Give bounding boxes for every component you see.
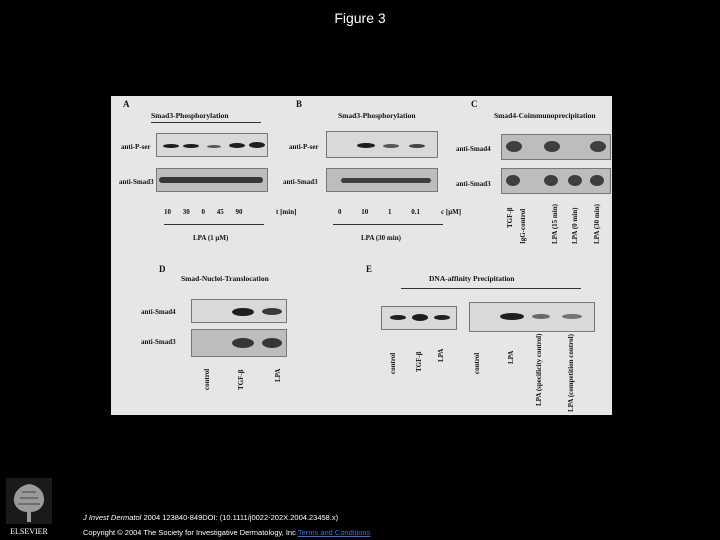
panel-c-row2-label: anti-Smad3 (456, 180, 491, 188)
panel-e-right-lane-1: LPA (507, 350, 515, 364)
panel-a-tick-4: 90 (235, 208, 243, 216)
panel-e-right-lane-3: LPA (competition control) (567, 334, 575, 412)
panel-c-lane-4: LPA (30 min) (593, 204, 601, 244)
panel-e-blot-right (469, 302, 595, 332)
panel-a-tick-0: 10 (164, 208, 171, 216)
panel-a-unit: t [min] (276, 208, 297, 216)
panel-d-blot-smad3 (191, 329, 287, 357)
panel-c-lane-1: IgG-control (519, 208, 527, 244)
panel-a-tick-2: 0 (201, 208, 205, 216)
panel-c-blot-smad4 (501, 134, 611, 160)
figure-image (111, 96, 612, 415)
panel-c-lane-2: LPA (15 min) (551, 204, 559, 244)
panel-d-lane-0: control (203, 368, 211, 390)
panel-b-title: Smad3-Phosphorylation (338, 111, 416, 120)
panel-e-right-lane-0: control (473, 352, 481, 374)
panel-b-blot-smad3 (326, 168, 438, 192)
caption-journal: J Invest Dermatol (83, 513, 142, 522)
panel-e-right-lane-2: LPA (specificity control) (535, 333, 543, 406)
panel-e-left-lane-2: LPA (437, 348, 445, 362)
panel-b-letter: B (296, 99, 303, 109)
panel-c-lane-3: LPA (0 min) (571, 207, 579, 244)
panel-e-left-lane-0: control (389, 352, 397, 374)
panel-e-blot-left (381, 306, 457, 330)
panel-b-tick-3: 0.1 (411, 208, 420, 216)
panel-a-title: Smad3-Phosphorylation (151, 111, 229, 120)
panel-c-lane-0: TGF-β (506, 207, 514, 228)
panel-d-title: Smad-Nuclei-Translocation (181, 274, 269, 283)
caption-citation-text: 2004 123840-849DOI: (10.1111/j0022-202X.2004.23458.x) (141, 513, 339, 522)
panel-a-tick-3: 45 (216, 208, 224, 216)
panel-c-blot-smad3 (501, 168, 611, 194)
panel-a-blot-smad3 (156, 168, 268, 192)
panel-a-row1-label: anti-P-ser (121, 143, 151, 151)
caption-citation (83, 513, 338, 522)
panel-b-row1-label: anti-P-ser (289, 143, 319, 151)
panel-c-row1-label: anti-Smad4 (456, 145, 491, 153)
panel-a-treatment: LPA (1 μM) (193, 234, 229, 242)
panel-d-row1-label: anti-Smad4 (141, 308, 176, 316)
figure-title: Figure 3 (334, 10, 386, 26)
panel-a-blot-pser (156, 133, 268, 157)
panel-b-row2-label: anti-Smad3 (283, 178, 318, 186)
panel-b-tick-1: 10 (361, 208, 369, 216)
panel-e-left-lane-1: TGF-β (415, 351, 423, 372)
panel-d-blot-smad4 (191, 299, 287, 323)
panel-a-tick-1: 30 (182, 208, 190, 216)
terms-link[interactable]: Terms and Conditions (297, 528, 371, 537)
panel-a-letter: A (123, 99, 130, 109)
elsevier-logo (6, 478, 52, 536)
panel-d-letter: D (159, 264, 166, 274)
elsevier-logo-text: ELSEVIER (10, 527, 48, 536)
caption-copyright (83, 528, 370, 537)
panel-b-blot-pser (326, 131, 438, 158)
panel-e-title: DNA-affinity Precipitation (429, 274, 515, 283)
panel-b-treatment: LPA (30 min) (361, 234, 401, 242)
panel-d-lane-1: TGF-β (237, 369, 245, 390)
panel-d-lane-2: LPA (274, 368, 282, 382)
panel-b-tick-2: 1 (388, 208, 392, 216)
panel-c-title: Smad4-Coimmunoprecipitation (494, 111, 596, 120)
panel-e-letter: E (366, 264, 373, 274)
panel-a-row2-label: anti-Smad3 (119, 178, 154, 186)
panel-a-ticks (164, 208, 243, 216)
panel-c-letter: C (471, 99, 478, 109)
panel-d-row2-label: anti-Smad3 (141, 338, 176, 346)
panel-b-unit: c [μM] (441, 208, 462, 216)
panel-b-ticks (338, 208, 420, 216)
panel-b-tick-0: 0 (338, 208, 342, 216)
caption-copyright-text: Copyright © 2004 The Society for Investigative Dermatology, Inc (83, 528, 298, 537)
